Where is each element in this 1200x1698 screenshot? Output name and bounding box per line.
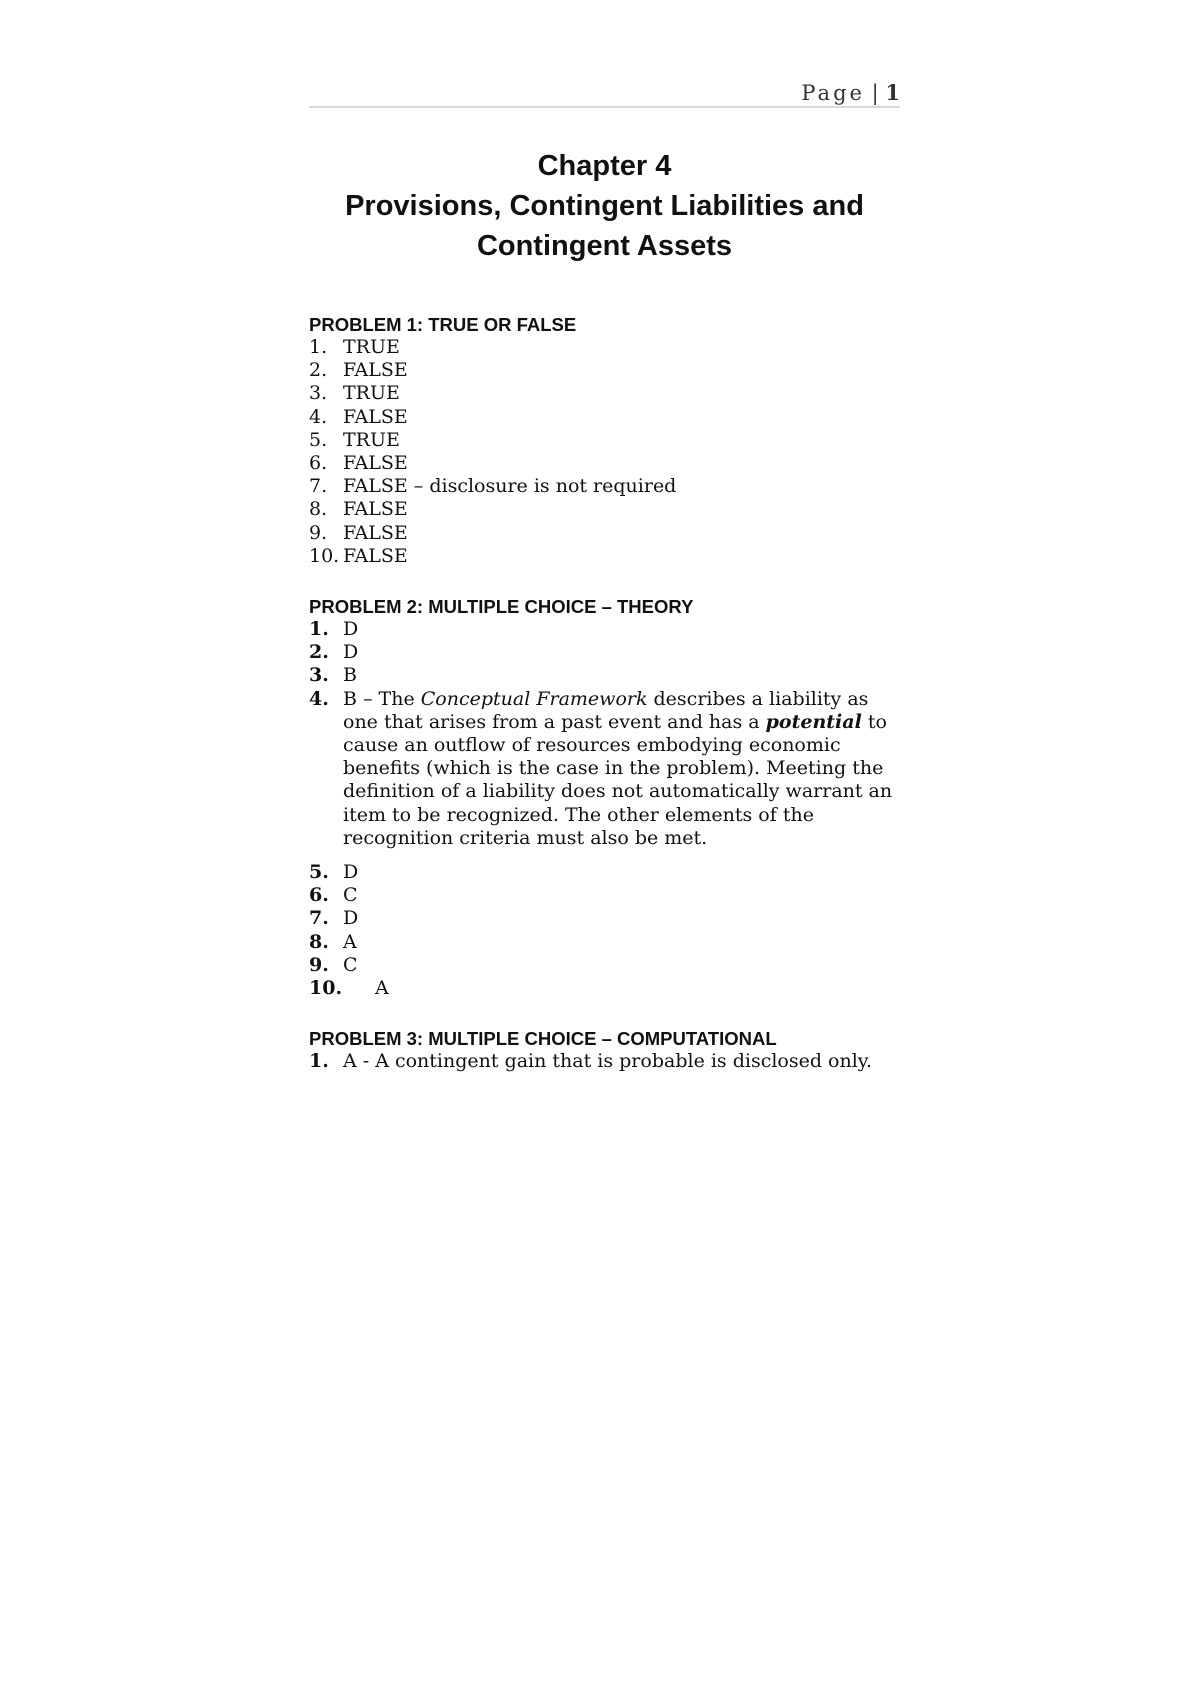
answer-text: C [343,953,358,976]
answer-number: 8. [309,930,329,953]
explanation-text: B – The [343,687,421,710]
answer-number: 5. [309,861,329,884]
answer-text: FALSE – disclosure is not required [343,475,677,498]
answer-text: FALSE [343,544,408,567]
answer-item [309,382,900,405]
answer-number: 4. [309,405,328,428]
answer-number: 1. [309,1050,329,1073]
answer-item [309,954,900,977]
problem-2-heading: PROBLEM 2: MULTIPLE CHOICE – THEORY [309,596,694,618]
document-body [309,313,900,1073]
answer-item [309,498,900,521]
answer-number: 6. [309,884,329,907]
answer-item [309,977,900,1000]
answer-number: 10. [309,544,340,567]
answer-text: A [343,930,357,953]
answer-text: TRUE [343,428,400,451]
explanation-strong-emphasis: potential [765,710,862,733]
page-number-value: 1 [885,80,900,105]
answer-item [309,475,900,498]
answer-number: 2. [309,359,328,382]
answer-item [309,861,900,884]
answer-item [309,522,900,545]
answer-text: A [375,977,389,1000]
answer-number: 3. [309,382,328,405]
answer-number: 1. [309,336,328,358]
page-header [309,76,900,108]
problem-2-section [309,595,900,1000]
answer-number: 1. [309,618,329,641]
answer-number: 2. [309,641,329,664]
answer-text: D [343,618,359,641]
answer-text: FALSE [343,359,408,382]
answer-text: B [343,664,357,687]
answer-item [309,1050,900,1073]
answer-item [309,884,900,907]
answer-item [309,664,900,687]
page-label: Page [801,81,865,105]
answer-text: FALSE [343,521,408,544]
answer-text: FALSE [343,452,408,475]
answer-item [309,688,900,850]
answer-text: D [343,861,359,884]
problem-3-heading: PROBLEM 3: MULTIPLE CHOICE – COMPUTATIONAL [309,1028,777,1050]
problem-1-section [309,313,900,568]
answer-item [309,336,900,359]
answer-text: FALSE [343,405,408,428]
problem-2-answers [309,618,900,1000]
chapter-title [309,146,900,266]
answer-number: 7. [309,907,329,930]
chapter-number: Chapter 4 [537,150,672,182]
answer-item [309,545,900,568]
problem-3-section [309,1027,900,1073]
answer-number: 4. [309,687,329,710]
answer-text: A - A contingent gain that is probable is disclosed only. [343,1050,873,1073]
answer-item [309,406,900,429]
answer-text: D [343,907,359,930]
answer-number: 6. [309,452,328,475]
page-number [801,80,900,105]
answer-number: 9. [309,953,329,976]
answer-item [309,618,900,641]
problem-3-answers [309,1050,900,1073]
answer-number: 5. [309,428,328,451]
answer-text: FALSE [343,498,408,521]
chapter-title-line-1: Provisions, Contingent Liabilities and [345,190,864,222]
answer-number: 10. [309,977,343,1000]
answer-explanation [343,688,900,850]
answer-item [309,907,900,930]
explanation-text: describes a liability as one that arises from a past event and has a [343,687,869,733]
problem-1-answers [309,336,900,568]
answer-item [309,641,900,664]
answer-text: C [343,884,358,907]
answer-number: 8. [309,498,328,521]
answer-item [309,452,900,475]
explanation-text: to cause an outflow of resources embodying economic benefits (which is the case in the problem). Meeting the definition of a liability does not automatically warrant an item to be recognized. The other elements of the recognition criteria must also be met. [343,710,893,849]
answer-text: TRUE [343,336,400,358]
answer-number: 9. [309,521,328,544]
page-separator: | [864,81,886,105]
answer-item [309,931,900,954]
answer-text: TRUE [343,382,400,405]
explanation-emphasis: Conceptual Framework [420,687,648,710]
answer-number: 3. [309,664,329,687]
answer-item [309,359,900,382]
answer-item [309,429,900,452]
answer-number: 7. [309,475,328,498]
answer-text: D [343,641,359,664]
chapter-title-line-2: Contingent Assets [476,230,733,262]
problem-1-heading: PROBLEM 1: TRUE OR FALSE [309,314,577,335]
